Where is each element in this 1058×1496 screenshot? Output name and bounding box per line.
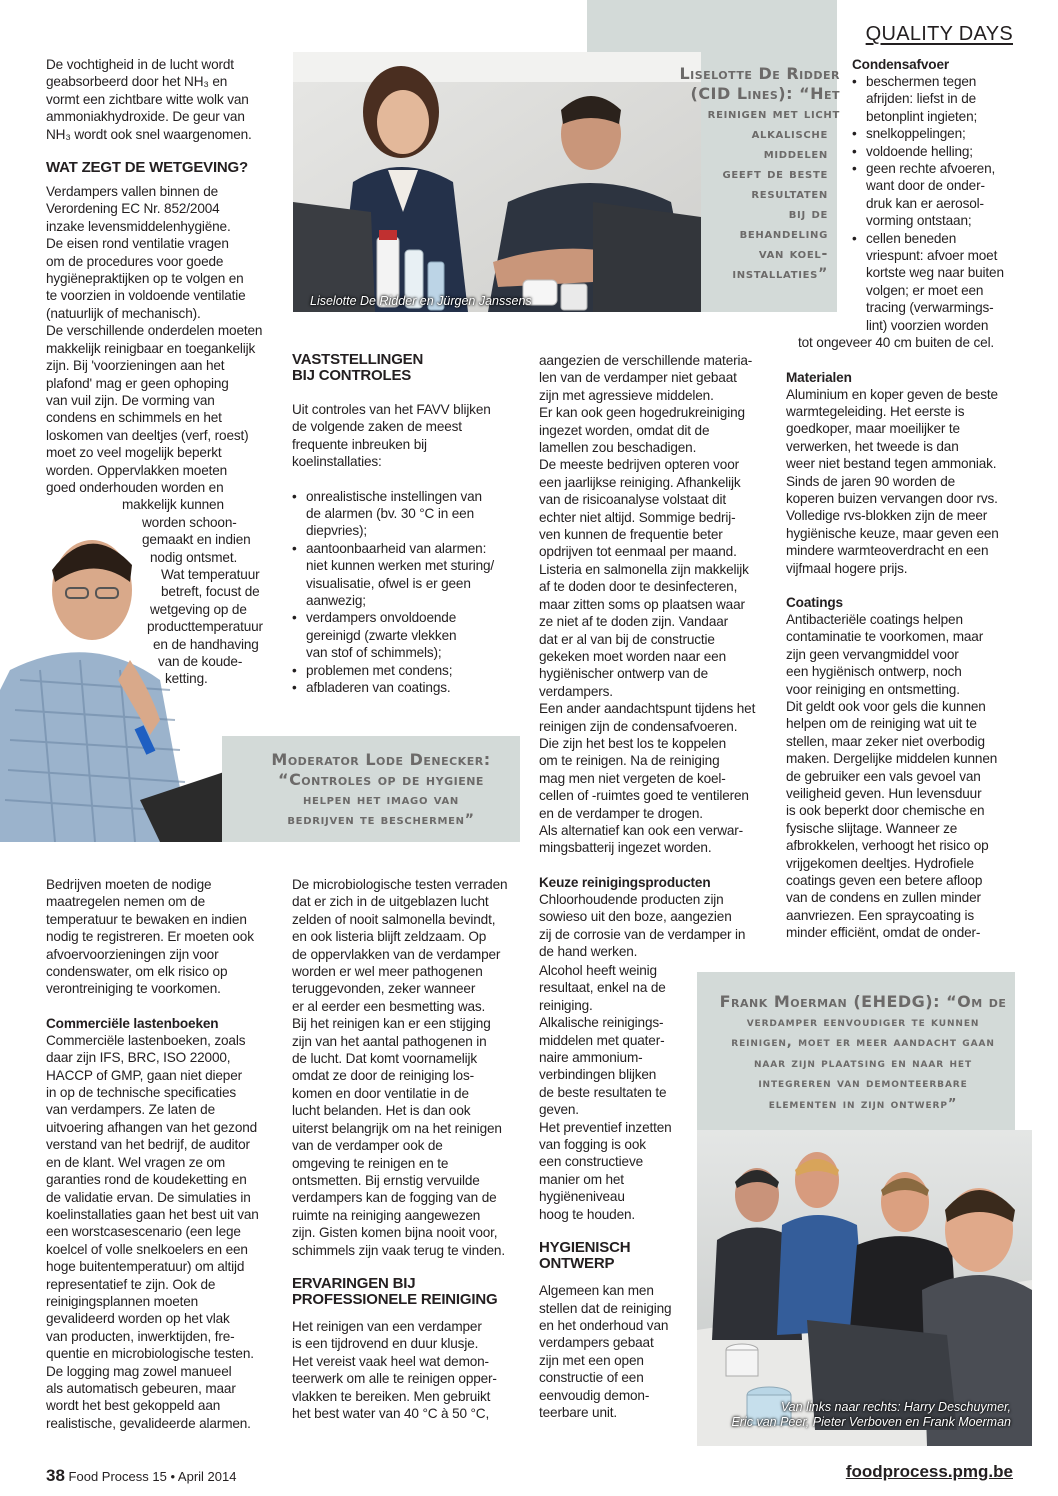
bullet-item [292,609,524,661]
text-line: van de risicoanalyse volstaat dit [539,492,726,508]
text-line: zijn geen vervangmiddel voor [786,646,959,662]
text-line: mag men niet vergeten de koel- [539,770,726,786]
text-line: van de condens en zullen minder [786,890,981,906]
bullet-line: want door de onder- [866,178,985,194]
text-line: plafond' mag er geen ophoping [46,375,229,391]
text-line: Volledige rvs-blokken zijn de meer [786,508,988,524]
text-line: De logging mag zowel manueel [46,1363,232,1379]
text-line: verwerken, het tweede is dan [786,438,959,454]
text-line: dat er zich in de uitgeblazen lucht [292,894,489,910]
text-line: Wat temperatuur [161,566,260,582]
text-line: inzake levensmiddelenhygiëne. [46,218,231,234]
bullet-item [852,143,1016,160]
bullet-line: • afbladeren van coatings. [306,680,451,696]
bullet-line: visualisatie, ofwel is er geen [306,575,471,591]
bullet-line: • verdampers onvoldoende [306,610,457,626]
bullet-line: de alarmen (bv. 30 °C in een [306,506,474,522]
quote-line: behandeling [739,226,828,242]
text-line: hygiënische keuze, maar geven een [786,525,999,541]
text-line: koelcel of volle snelkoelers en een [46,1241,248,1257]
text-line: van vuil zijn. De vorming van [46,392,215,408]
text-line: zijn. Gisten komen bijna nooit voor, [292,1225,498,1241]
text-line: worden. Oppervlakken moeten [46,462,228,478]
publication-name: Food Process 15 [68,1469,167,1484]
bullet-line: vorming ontstaan; [866,213,972,229]
text-line: coatings geven een betere afloop [786,873,983,889]
text-line: te voorzien in voldoende ventilatie [46,288,246,304]
text-line: afbrokkelen, verhoogt het risico op [786,838,989,854]
bullet-item [292,540,524,610]
text-line: aanvriezen. Een spraycoating is [786,907,975,923]
text-line: de lucht. Dat komt voornamelijk [292,1051,477,1067]
text-line: aangezien de verschillende materia- [539,353,753,368]
bullet-list-controles [292,488,524,697]
text-line: Er kan ook geen hogedrukreiniging [539,405,745,421]
heading-ervaringen-2: PROFESSIONELE REINIGING [292,1290,498,1308]
text-line: len van de verdamper niet gebaat [539,370,737,386]
text-line: hygiënischer ontwerp van de [539,666,708,682]
paragraph: frequente inbreuken bij [292,436,427,452]
text-line: als automatisch gebeuren, maar [46,1380,236,1396]
text-line: goed onderhouden worden en [46,479,224,495]
bullet-line: • onrealistische instellingen van [306,488,482,504]
quote-line: middelen [763,146,828,162]
text-line: Algemeen kan men [539,1283,654,1299]
page-number: 38 [46,1466,65,1485]
text-line: Listeria en salmonella zijn makkelijk [539,561,749,577]
text-line: wordt het best gekoppeld aan [46,1398,221,1414]
quote-line: resultaten [751,186,828,202]
text-line: constructie of een [539,1370,644,1386]
text-line: cellen of -ruimtes goed te ventileren [539,788,749,804]
text-line: maar zitten soms op plaatsen waar [539,596,745,612]
text-line: veiligheid geven. Hun levensduur [786,786,982,802]
bullet-line: afrijden: liefst in de [866,91,977,107]
text-line: maken. Dergelijke middelen kunnen [786,751,998,767]
heading-hygienisch: HYGIENISCH [539,1239,631,1257]
text-line: de validatie ervan. De simulaties in [46,1189,251,1205]
quote-line: integreren van demonteerbare [758,1076,968,1091]
text-line: stellen, maar zeker niet overbodig [786,733,985,749]
paragraph: tot ongeveer 40 cm buiten de cel. [798,335,995,351]
text-line: Alkalische reinigings- [539,1015,664,1031]
heading-coatings: Coatings [786,594,843,610]
text-line: de hand werken. [539,944,638,959]
text-line: is een tijdrovend en duur klusje. [292,1336,479,1352]
text-line: komen en door ventilatie in de [292,1085,469,1101]
text-line: condens en schimmels en het [46,410,222,426]
paragraph: geabsorbeerd door het NH₃ en [46,74,228,90]
text-line: uitvoering afhangen van het gezond [46,1119,258,1135]
text-line: middelen met quater- [539,1032,665,1048]
text-line: betreft, focust de [161,584,260,600]
text-line: voor reiniging en ontsmetting. [786,681,960,697]
text-line: de gebruiker een vals gevoel van [786,768,981,784]
text-line: (natuurlijk of mechanisch). [46,305,201,321]
text-line: HACCP of GMP, gaan niet dieper [46,1067,242,1083]
text-line: Chloorhoudende producten zijn [539,891,724,907]
bullet-item [852,160,1016,230]
quote-line: helpen het imago van [302,792,460,808]
caption-line: Van links naar rechts: Harry Deschuymer, [780,1400,1011,1414]
quote-line: geeft de beste [722,166,828,182]
text-line: Het reinigen van een verdamper [292,1318,482,1334]
text-line: ven kunnen de frequentie beter [539,527,723,543]
heading-hygienisch-2: ONTWERP [539,1255,615,1273]
text-line: naire ammonium- [539,1050,643,1066]
text-line: Aluminium en koper geven de beste [786,386,998,402]
quote-frank [697,992,1029,1115]
bullet-line: • geen rechte afvoeren, [866,161,996,177]
text-line: verdampers. [539,683,613,699]
column-3-bottom [539,962,689,1421]
text-line: schimmels zijn vaak terug te vinden. [292,1242,505,1258]
bullet-line: niet kunnen werken met sturing/ [306,558,495,574]
bullet-line: • beschermen tegen [866,74,977,89]
text-line: hoge buitentemperatuur) om altijd [46,1259,245,1275]
column-4 [786,56,1016,942]
column-2-bottom [292,876,528,1422]
text-line: Alcohol heeft weinig [539,963,657,978]
text-line: reinigingsplannen moeten [46,1293,199,1309]
quote-line: bedrijven te beschermen” [287,812,475,828]
text-line: gevalideerd worden op het vlak [46,1311,230,1327]
text-line: daar zijn IFS, BRC, ISO 22000, [46,1050,231,1066]
man-photo-graphic [0,520,230,842]
text-line: hygiënepraktijken op te volgen en [46,271,244,287]
text-line: een hygiënisch ontwerp, noch [786,664,962,680]
bullet-line: volgen; er moet een [866,282,984,298]
text-line: teerwerk om alle te reinigen opper- [292,1371,497,1387]
panel-photo-graphic [697,1130,1032,1446]
text-line: maatregelen nemen om de [46,894,206,910]
bullet-line: tracing (verwarmings- [866,300,994,316]
photo-man-left [0,520,230,842]
paragraph: Uit controles van het FAVV blijken [292,402,491,417]
text-line: worden schoon- [142,514,237,530]
quote-line: installaties” [732,266,828,282]
text-line: van producten, inwerktijden, fre- [46,1328,235,1344]
text-line: lucht belanden. Het is dan ook [292,1103,471,1119]
text-line: verontreiniging te voorkomen. [46,981,221,997]
text-line: sowieso uit den boze, aangezien [539,909,732,925]
quote-line: bij de [788,206,828,222]
text-line: Het vereist vaak heel wat demon- [292,1353,489,1369]
text-line: vijfmaal hogere prijs. [786,560,908,576]
text-line: zijn met een open [539,1352,644,1368]
text-line: is ook beperkt door chemische en [786,803,985,819]
quote-moderator [222,750,540,830]
text-line: verstand van het bedrijf, de auditor [46,1137,250,1153]
text-line: moet zo veel mogelijk beperkt [46,445,222,461]
text-line: af te doden door te desinfecteren, [539,579,738,595]
text-line: zijn met agressieve middelen. [539,387,714,403]
text-line: De verschillende onderdelen moeten [46,323,263,339]
bullet-line: gereinigd (zwarte vlekken [306,627,457,643]
bullet-line: • aantoonbaarheid van alarmen: [306,540,487,556]
text-line: mindere warmteoverdracht en een [786,543,989,559]
text-line: condenswater, om elk risico op [46,964,228,980]
text-line: een jaarlijkse reiniging. Afhankelijk [539,474,741,490]
text-line: koperen buizen vervangen door rvs. [786,490,998,506]
text-line: Antibacteriële coatings helpen [786,611,963,627]
text-line: van de verdamper ook de [292,1138,443,1154]
text-line: De microbiologische testen verraden [292,877,508,892]
text-line: en de verdamper te drogen. [539,805,703,821]
text-line: verdampers kan de fogging van de [292,1190,497,1206]
bullet-line: druk kan er aerosol- [866,195,984,211]
text-line: mingsbatterij ingezet worden. [539,840,712,856]
quote-line: Moderator Lode Denecker: [271,750,491,769]
column-2-top [292,352,524,697]
heading-reinigingsproducten: Keuze reinigingsproducten [539,874,711,890]
quote-line: elementen in zijn ontwerp” [768,1096,958,1112]
quote-line: naar zijn plaatsing en naar het [753,1055,973,1071]
text-line: Een ander aandachtspunt tijdens het [539,701,756,717]
bullet-line: • problemen met condens; [306,662,453,678]
publication-date: April 2014 [177,1469,237,1484]
text-line: Sinds de jaren 90 worden de [786,473,956,489]
text-line: producttemperatuur [147,619,263,635]
text-line: makkelijk reinigbaar en toegankelijk [46,340,256,356]
text-line: teruggevonden, zeker wanneer [292,981,476,997]
bullet-line: • snelkoppelingen; [866,126,966,142]
text-line: dat er al van bij de constructie [539,631,715,647]
text-line: gemaakt en indien [142,532,251,548]
text-line: loskomen van deeltjes (verf, roest) [46,427,249,443]
bullet-item [852,73,1016,125]
text-line: helpen om de reiniging wat uit te [786,716,977,732]
text-line: ingezet worden, omdat dit de [539,422,710,438]
heading-vaststellingen-2: BIJ CONTROLES [292,367,412,384]
text-line: en de handhaving [153,636,259,652]
footer-bullet: • [170,1469,176,1484]
heading-lastenboeken: Commerciële lastenboeken [46,1015,219,1031]
paragraph: vormt een zichtbare witte wolk van [46,91,249,107]
text-line: zij de corrosie van de verdamper in [539,926,746,942]
quote-line: Liselotte De Ridder [679,64,840,83]
text-line: warmtegeleiding. Het eerste is [786,403,965,419]
quote-line: verdamper eenvoudiger te kunnen [746,1014,980,1030]
photo-caption-bottom [697,1400,1011,1430]
text-line: van verdampers. Ze laten de [46,1102,215,1118]
website-link[interactable]: foodprocess.pmg.be [845,1462,1013,1481]
quote-line: reinigen met licht [707,106,840,122]
bullet-item [292,488,524,540]
text-line: vlakken te bereiken. Men gebruikt [292,1388,491,1404]
quote-line: van koel- [758,246,828,262]
quote-line: reinigen, moet er meer aandacht gaan [731,1035,995,1050]
text-line: realistische, gevalideerde alarmen. [46,1415,251,1431]
text-line: geven. [539,1102,579,1118]
text-line: en ook listeria blijft zeldzaam. Op [292,929,487,945]
text-line: Verordening EC Nr. 852/2004 [46,201,220,217]
text-line: ze niet af te doden zijn. Vandaar [539,614,729,630]
bullet-line: lint) voorzien worden [866,317,989,333]
text-line: koelinstallaties gaan het best uit van [46,1206,259,1222]
text-line: goedkoper, maar moeilijker te [786,421,960,437]
text-line: nodig te registreren. Er moeten ook [46,929,254,945]
text-line: Als alternatief kan ook een verwar- [539,822,744,838]
paragraph: De vochtigheid in de lucht wordt [46,57,234,72]
text-line: reinigen zijn de condensafvoeren. [539,718,738,734]
text-line: teerbare unit. [539,1404,618,1420]
text-line: weer niet bestand tegen ammoniak. [786,456,997,472]
quote-line: Frank Moerman (EHEDG): “Om de [719,992,1007,1011]
text-line: De meeste bedrijven opteren voor [539,457,739,473]
text-line: Bij het reinigen kan er een stijging [292,1016,491,1032]
bullet-item [852,125,1016,142]
section-title: QUALITY DAYS [865,23,1013,45]
text-line: Bedrijven moeten de nodige [46,877,212,892]
text-line: en het onderhoud van [539,1317,669,1333]
bullet-item [852,230,1016,334]
text-line: in op de technische specificaties [46,1085,237,1101]
quote-line: (CID Lines): “Het [690,84,840,103]
text-line: fysische slijtage. Wanneer ze [786,820,958,836]
text-line: ontsmetten. Bij ernstig vervuilde [292,1172,480,1188]
text-line: om de procedures voor goede [46,253,224,269]
heading-ervaringen: ERVARINGEN BIJ [292,1274,416,1292]
paragraph: de volgende zaken de meest [292,419,462,435]
text-line: om te reinigen. Na de reiniging [539,753,720,769]
heading-wetgeving: WAT ZEGT DE WETGEVING? [46,159,248,177]
column-1-bottom [46,876,280,1432]
text-line: zijn. Bij 'voorzieningen aan het [46,358,225,374]
text-line: en de klant. Wel vragen ze om [46,1154,226,1170]
heading-condensafvoer: Condensafvoer [852,57,950,72]
text-line: omgeving te reinigen en te [292,1155,449,1171]
text-line: het best water van 40 °C à 50 °C, [292,1405,490,1421]
text-line: zijn van het aantal pathogenen in [292,1033,487,1049]
text-line: de beste resultaten te [539,1084,667,1100]
column-3-top [539,352,771,960]
text-line: Het preventief inzetten [539,1119,672,1135]
photo-four-men [697,1130,1032,1446]
text-line: temperatuur te bewaken en indien [46,911,247,927]
bullet-line: • voldoende helling; [866,143,973,159]
bullet-list-condensafvoer [786,73,1016,334]
footer-left [46,1466,236,1486]
text-line: Commerciële lastenboeken, zoals [46,1032,246,1048]
text-line: afvoervoorzieningen zijn voor [46,946,219,962]
quote-line: alkalische [751,126,828,142]
paragraph: koelinstallaties: [292,454,382,470]
text-line: quentie en microbiologische testen. [46,1346,254,1362]
text-line: hoog te houden. [539,1206,636,1222]
text-line: gekeken moet worden naar een [539,648,726,664]
bullet-line: betonplint ingieten; [866,108,978,124]
text-line: Verdampers vallen binnen de [46,184,219,200]
text-line: reiniging. [539,997,593,1013]
bullet-item [292,662,524,679]
text-line: hygiëneniveau [539,1189,625,1205]
text-line: minder efficiënt, omdat de onder- [786,925,981,941]
bullet-line: vriespunt: afvoer moet [866,248,998,264]
heading-vaststellingen: VASTSTELLINGEN [292,351,424,368]
text-line: van fogging is ook [539,1137,646,1153]
text-line: er al eerder een besmetting was. [292,998,486,1014]
text-line: echter niet altijd. Sommige bedrij- [539,509,736,525]
bullet-line: • cellen beneden [866,230,957,246]
text-line: omdat ze door de reiniging los- [292,1068,474,1084]
caption-line: Eric van Peer, Pieter Verboven en Frank Moerman [731,1415,1011,1429]
bullet-line: aanwezig; [306,593,366,609]
photo-caption-top: Liselotte De Ridder en Jürgen Janssens [310,294,532,308]
quote-line: “Controles op de hygiene [278,770,484,789]
text-line: garanties rond de koudeketting en [46,1172,247,1188]
text-line: verdampers gebaat [539,1335,654,1351]
text-line: een constructieve [539,1154,643,1170]
bullet-line: van stof of schimmels); [306,645,442,661]
text-line: ruimte na reiniging aangewezen [292,1207,481,1223]
text-line: nodig ontsmet. [150,549,238,565]
bullet-item [292,679,524,696]
text-line: wetgeving op de [150,601,247,617]
text-line: de oppervlakken van de verdamper [292,946,501,962]
paragraph: ammoniakhydroxide. De geur van [46,109,245,125]
text-line: lamellen zou beschadigen. [539,440,697,456]
heading-materialen: Materialen [786,369,852,385]
text-line: een worstcasescenario (een lege [46,1224,241,1240]
text-line: opdrijven tot eenmaal per maand. [539,544,737,560]
text-line: verbindingen blijken [539,1067,657,1083]
text-line: De eisen rond ventilatie vragen [46,236,229,252]
text-line: manier om het [539,1171,624,1187]
bullet-line: diepvries); [306,523,368,539]
text-line: contaminatie te voorkomen, maar [786,629,984,645]
bullet-line: kortste weg naar buiten [866,265,1004,281]
text-line: ketting. [165,671,208,687]
text-line: Die zijn het best los te koppelen [539,735,726,751]
text-line: zelden of nooit salmonella bevindt, [292,911,496,927]
text-line: Dit geldt ook voor gels die kunnen [786,699,986,714]
text-line: resultaat, enkel na de [539,980,666,996]
text-line: makkelijk kunnen [122,497,224,513]
text-line: stellen dat de reiniging [539,1300,672,1316]
text-line: worden er wel meer pathogenen [292,964,483,980]
paragraph: NH₃ wordt ook snel waargenomen. [46,126,252,142]
text-line: eenvoudig demon- [539,1387,650,1403]
text-line: vrijgekomen deeltjes. Hydrofiele [786,855,974,871]
text-line: uiterst belangrijk om na het reinigen [292,1120,502,1136]
text-line: representatief te zijn. Ook de [46,1276,216,1292]
text-line: van de koude- [158,654,243,669]
